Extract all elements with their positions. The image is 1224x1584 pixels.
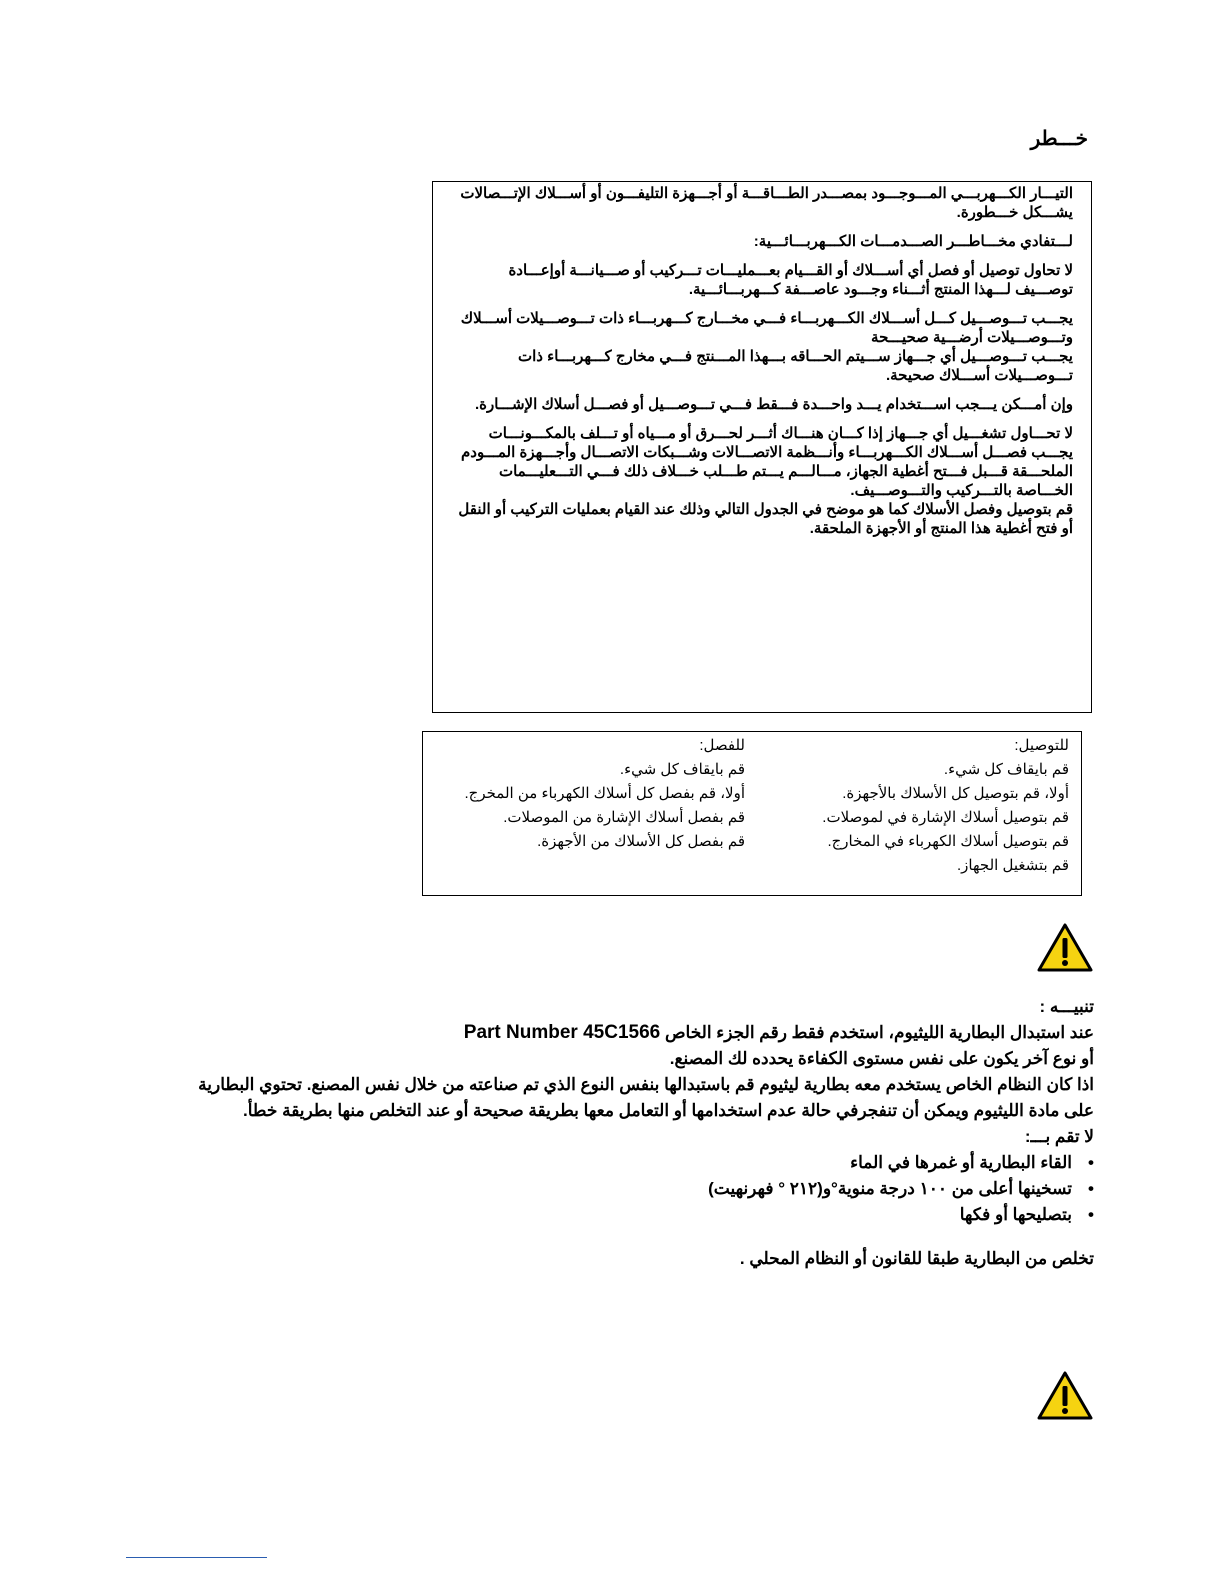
disconnect-heading: للفصل: <box>699 737 745 754</box>
footnote-separator <box>126 1557 267 1558</box>
do-not-list <box>194 1150 1094 1228</box>
danger-paragraph: لا تحـــاول تشغـــيل أي جـــهاز إذا كـــان هنـــاك أثـــر لحـــرق أو مـــياه أو تـــلف بالمكـــونـــات <box>488 425 1073 442</box>
danger-paragraph: يجـــب تـــوصـــيل أي جـــهاز ســـيتم الحـــاقه بـــهذا المـــنتج فـــي مخارج كـــهربـــاء ذات تـــوصـــيلات أســـلاك صحيحة. <box>518 348 1073 384</box>
disconnect-step: أولا، قم بفصل كل أسلاك الكهرباء من المخرج. <box>464 785 745 802</box>
disconnect-step: قم بايقاف كل شيء. <box>619 761 745 778</box>
connect-column <box>769 734 1069 878</box>
disconnect-column <box>435 734 745 854</box>
disconnect-step: قم بفصل كل الأسلاك من الأجهزة. <box>537 833 745 850</box>
warning-triangle-icon <box>1036 922 1094 974</box>
danger-heading: خـــطر <box>1030 128 1088 150</box>
danger-notice-box <box>432 181 1092 713</box>
list-item: • القاء البطارية أو غمرها في الماء <box>194 1150 1072 1176</box>
connect-step: أولا، قم بتوصيل كل الأسلاك بالأجهزة. <box>842 785 1069 802</box>
caution-line2: أو نوع آخر يكون على نفس مستوى الكفاءة يحدده لك المصنع. <box>669 1049 1094 1068</box>
connect-step: قم بتشغيل الجهاز. <box>956 857 1069 874</box>
danger-paragraph: التيـــار الكـــهربـــي المـــوجـــود بمصـــدر الطـــاقـــة أو أجـــهزة التليفـــون أو أســـلاك الإتـــصالات يشـــكل خـــطورة. <box>460 185 1073 221</box>
connect-disconnect-table <box>422 731 1082 896</box>
battery-caution-section <box>194 994 1094 1272</box>
danger-paragraph: لـــتفادي مخـــاطـــر الصـــدمـــات الكـــهربـــائـــية: <box>753 233 1073 250</box>
caution-line3: اذا كان النظام الخاص يستخدم معه بطارية ليثيوم قم باستبدالها بنفس النوع الذي تم صناعته من خلال نفس المصنع. تحتوي البطارية على مادة الليثيوم ويمكن أن تنفجرفي حالة عدم استخدامها أو التعامل معها بطريقة صحيحة أو عند التخلص منها بطريقة خطأ. <box>198 1075 1094 1120</box>
connect-step: قم بايقاف كل شيء. <box>943 761 1069 778</box>
caution-line <box>194 1020 1094 1046</box>
connect-step: قم بتوصيل أسلاك الإشارة في لموصلات. <box>822 809 1069 826</box>
danger-paragraph: قم بتوصيل وفصل الأسلاك كما هو موضح في الجدول التالي وذلك عند القيام بعمليات التركيب أو النقل أو فتح أغطية هذا المنتج أو الأجهزة الملحقة. <box>458 501 1073 537</box>
disconnect-step: قم بفصل أسلاك الإشارة من الموصلات. <box>503 809 745 826</box>
danger-notice-text <box>453 184 1073 548</box>
caution-label: تنبيـــه : <box>1039 997 1094 1016</box>
list-item: • تسخينها أعلى من ١٠٠ درجة منوية°و(٢١٢ ° فهرنهيت) <box>194 1176 1072 1202</box>
do-not-label: لا تقم بـــ: <box>1024 1127 1094 1146</box>
list-item: • بتصليحها أو فكها <box>194 1202 1072 1228</box>
caution-line1: عند استبدال البطارية الليثيوم، استخدم فقط رقم الجزء الخاص <box>664 1023 1094 1042</box>
danger-paragraph: وإن أمـــكن يـــجب اســـتخدام يـــد واحـــدة فـــقط فـــي تـــوصـــيل أو فصـــل أسلاك الإشـــارة. <box>474 396 1073 413</box>
danger-paragraph: يجـــب تـــوصـــيل كـــل أســـلاك الكـــهربـــاء فـــي مخـــارج كـــهربـــاء ذات تـــوصـــيلات أســـلاك وتـــوصـــيلات أرضـــية صحيـــحة <box>460 310 1073 346</box>
part-number: Part Number 45C1566 <box>463 1022 661 1043</box>
warning-triangle-icon <box>1036 1370 1094 1422</box>
connect-heading: للتوصيل: <box>1014 737 1069 754</box>
connect-step: قم بتوصيل أسلاك الكهرباء في المخارج. <box>827 833 1069 850</box>
danger-paragraph: لا تحاول توصيل أو فصل أي أســـلاك أو القـــيام بعـــمليـــات تـــركيب أو صـــيانـــة أوإعـــادة توصـــيف لـــهذا المنتج أثـــناء وجـــود عاصـــفة كـــهربـــائـــية. <box>508 262 1073 298</box>
dispose-instruction: تخلص من البطارية طبقا للقانون أو النظام المحلي . <box>739 1249 1094 1268</box>
danger-paragraph: يجـــب فصـــل أســـلاك الكـــهربـــاء وأنـــظمة الاتصـــالات وشـــبكات الاتصـــال وأجـــهزة المـــودم الملحـــقة قـــبل فـــتح أغطية الجهاز، مـــالـــم يـــتم طـــلب خـــلاف ذلك فـــي التـــعليـــمات الخـــاصة بالتـــركيب والتـــوصـــيف. <box>460 444 1073 499</box>
